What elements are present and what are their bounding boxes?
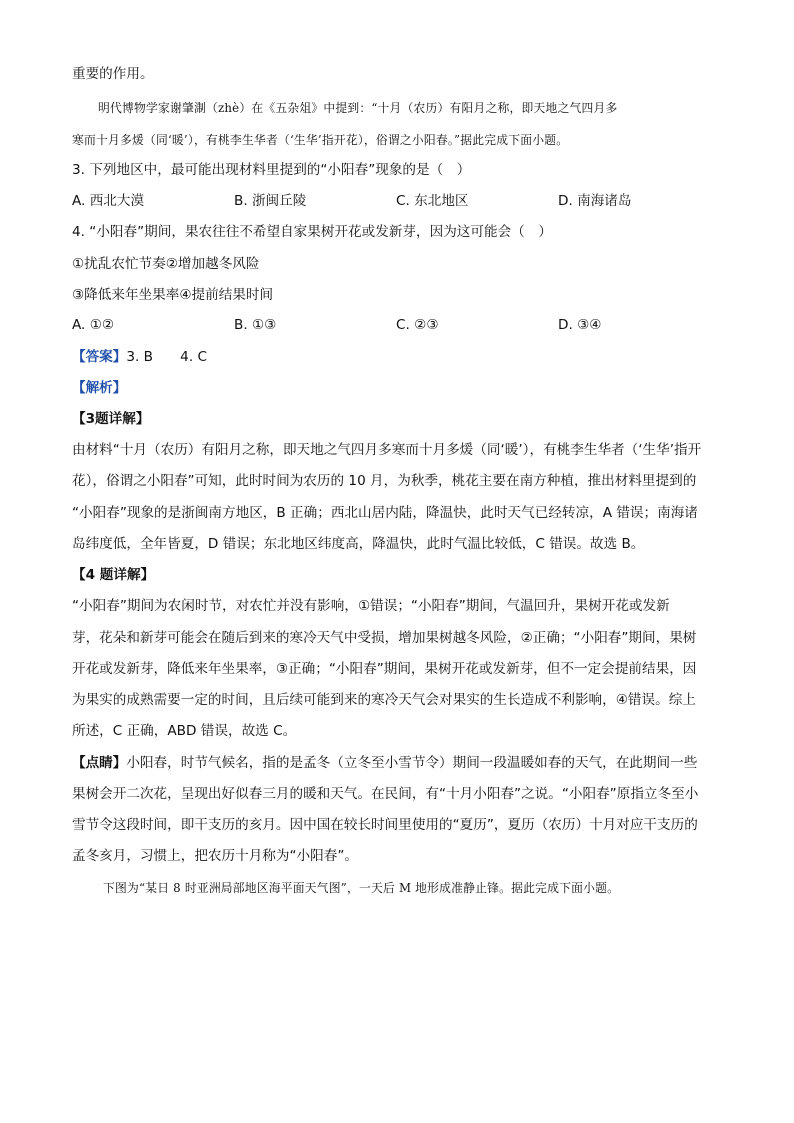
question-3-detail-line-1: 由材料“十月（农历）有阳月之称，即天地之气四月多寒而十月多煖（同‘暖’），有桃李生华者（‘生华’指开	[72, 442, 702, 458]
next-question-intro: 下图为“某日 8 时亚洲局部地区海平面天气图”，一天后 M 地形成准静止锋。据此完成下面小题。	[103, 881, 620, 895]
question-4-detail-line-5: 所述，C 正确，ABD 错误，故选 C。	[72, 723, 297, 739]
question-3-option-a: A. 西北大漠	[72, 193, 145, 209]
question-4-detail-line-2: 芽，花朵和新芽可能会在随后到来的寒冷天气中受损，增加果树越冬风险，②正确；“小阳春”期间，果树	[72, 630, 697, 646]
question-3-detail-label: 【3题详解】	[72, 411, 150, 427]
question-3-stem: 3. 下列地区中，最可能出现材料里提到的“小阳春”现象的是（ ）	[72, 162, 471, 178]
question-4-option-c: C. ②③	[396, 317, 439, 333]
question-4-statement-1: ①扰乱农忙节奏②增加越冬风险	[72, 256, 260, 272]
question-3-detail-line-4: 岛纬度低，全年皆夏，D 错误；东北地区纬度高，降温快，此时气温比较低，C 错误。故选 B。	[72, 536, 645, 552]
material-line-1: 明代博物学家谢肇淛（zhè）在《五杂俎》中提到：“十月（农历）有阳月之称，即天地之气四月多	[98, 101, 618, 115]
question-3-detail-line-2: 花），俗谓之小阳春”可知，此时时间为农历的 10 月，为秋季，桃花主要在南方种植，推出材料里提到的	[72, 473, 697, 489]
question-4-statement-2: ③降低来年坐果率④提前结果时间	[72, 287, 274, 303]
question-4-detail-label: 【4 题详解】	[72, 567, 155, 583]
question-4-detail-line-3: 开花或发新芽，降低来年坐果率，③正确；“小阳春”期间，果树开花或发新芽，但不一定会提前结果，因	[72, 661, 697, 677]
material-line-2: 寒而十月多煖（同‘暖’），有桃李生华者（‘生华’指开花），俗谓之小阳春。”据此完成下面小题。	[72, 133, 569, 147]
tip-label: 【点睛】	[72, 755, 127, 771]
question-4-option-d: D. ③④	[558, 317, 602, 333]
tip-text-1: 小阳春，时节气候名，指的是孟冬（立冬至小雪节令）期间一段温暖如春的天气，在此期间一些	[126, 755, 698, 771]
tip-line-4: 孟冬亥月，习惯上，把农历十月称为“小阳春”。	[72, 848, 358, 864]
question-3-option-d: D. 南海诸岛	[558, 193, 632, 209]
tip-line-3: 雪节令这段时间，即干支历的亥月。因中国在较长时间里使用的“夏历”，夏历（农历）十月对应干支历的	[72, 817, 698, 833]
question-3-option-c: C. 东北地区	[396, 193, 469, 209]
answer-line	[72, 347, 207, 367]
answer-value: 3. B 4. C	[126, 349, 207, 365]
question-4-option-b: B. ①③	[234, 317, 277, 333]
question-3-option-b: B. 浙闽丘陵	[234, 193, 307, 209]
tip-line-2: 果树会开二次花，呈现出好似春三月的暖和天气。在民间，有“十月小阳春”之说。“小阳春”原指立冬至小	[72, 786, 699, 802]
question-4-stem: 4. “小阳春”期间，果农往往不希望自家果树开花或发新芽，因为这可能会（ ）	[72, 224, 552, 240]
continued-text: 重要的作用。	[72, 66, 154, 82]
question-4-option-a: A. ①②	[72, 317, 115, 333]
question-4-detail-line-4: 为果实的成熟需要一定的时间，且后续可能到来的寒冷天气会对果实的生长造成不利影响，④错误。综上	[72, 692, 696, 708]
tip-line-1	[72, 753, 697, 773]
question-3-detail-line-3: “小阳春”现象的是浙闽南方地区，B 正确；西北山居内陆，降温快，此时天气已经转凉，A 错误；南海诸	[72, 505, 698, 521]
analysis-label: 【解析】	[72, 380, 127, 396]
answer-label: 【答案】	[72, 349, 127, 365]
question-4-detail-line-1: “小阳春”期间为农闲时节，对农忙并没有影响，①错误；“小阳春”期间，气温回升，果树开花或发新	[72, 598, 670, 614]
